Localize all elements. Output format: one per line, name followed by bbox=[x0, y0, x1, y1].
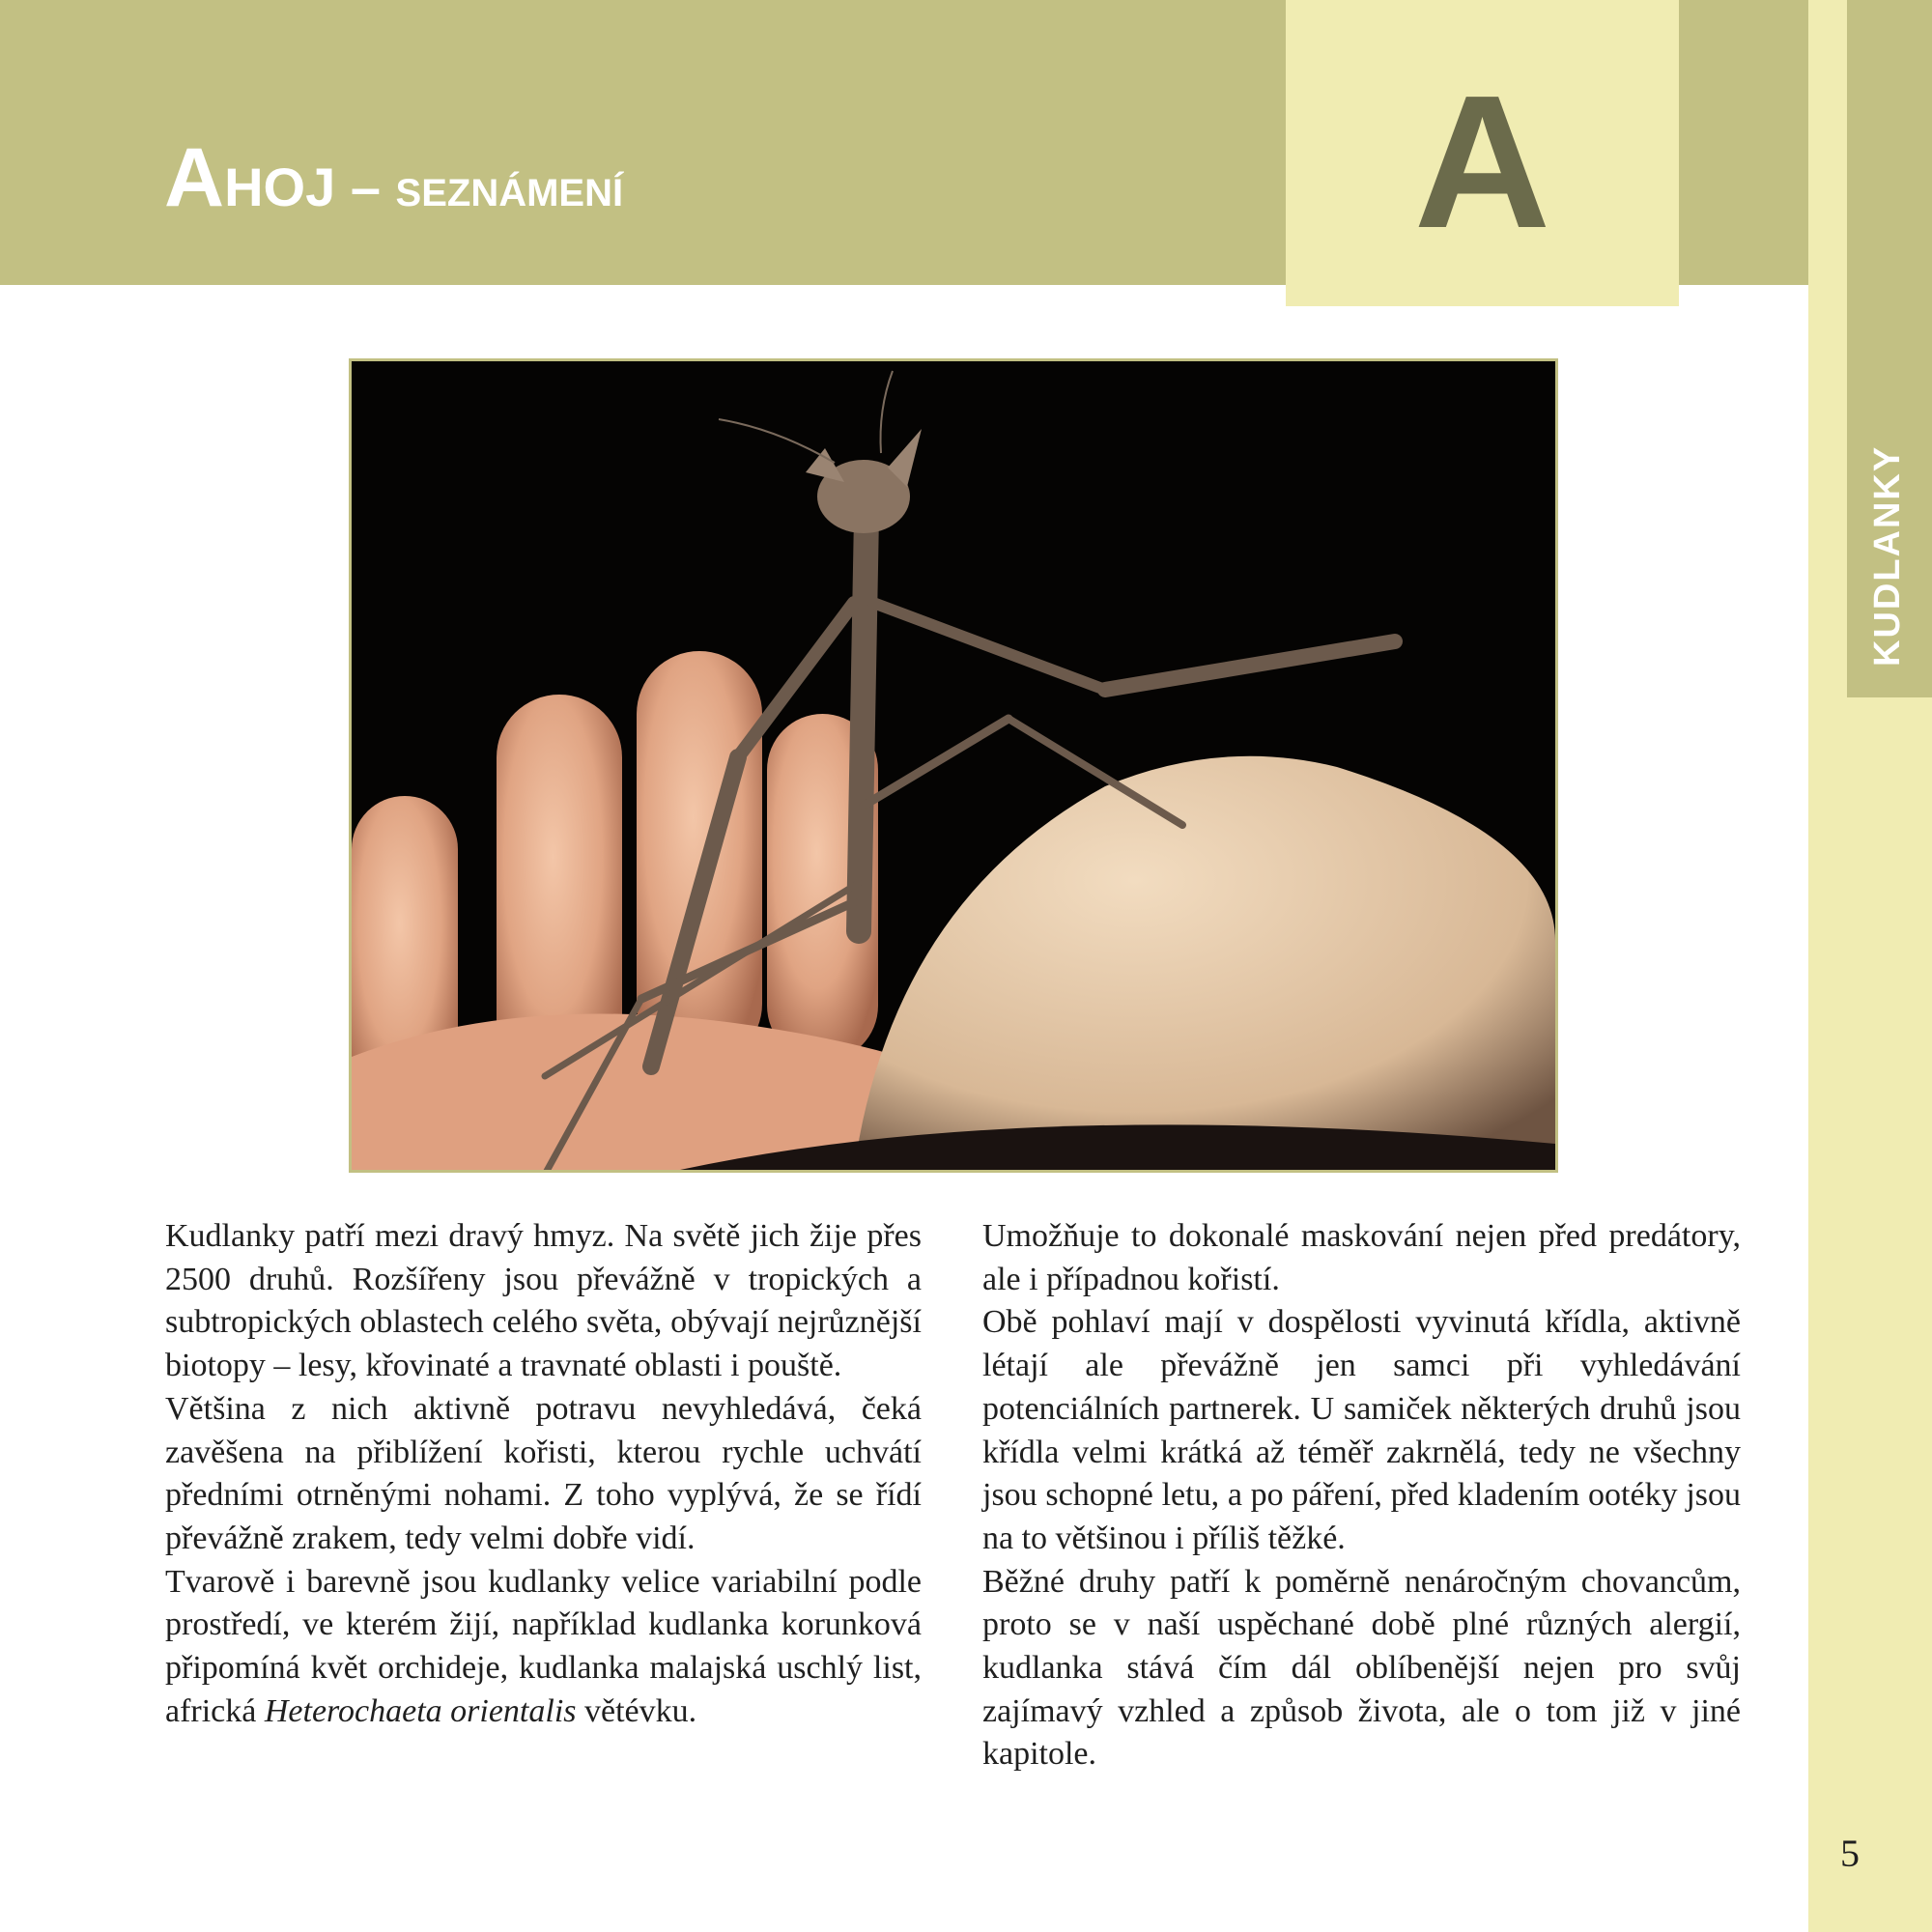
page-number: 5 bbox=[1840, 1832, 1860, 1875]
paragraph-text: větévku. bbox=[576, 1692, 697, 1729]
paragraph: Obě pohlaví mají v dospělosti vyvinutá křídla, aktivně létají ale převážně jen samci při vyhledávání potenciálních partnerek. U samiček některých druhů jsou křídla velmi krátká až téměř zakrnělá, tedy ne všechny jsou schopné letu, a po páření, před kladením ootéky jsou na to většinou i příliš těžké. bbox=[982, 1304, 1741, 1556]
body-column-right bbox=[982, 1215, 1741, 1776]
side-tab-label: KUDLANKY bbox=[1867, 444, 1908, 667]
page-title bbox=[164, 130, 623, 226]
chapter-letter-box bbox=[1286, 0, 1679, 306]
mantis-photo bbox=[349, 358, 1558, 1173]
paragraph: Kudlanky patří mezi dravý hmyz. Na světě jich žije přes 2500 druhů. Rozšířeny jsou převážně v tropických a subtropických oblastech celého světa, obývají nejrůznější biotopy – lesy, křovinaté a travnaté oblasti i pouště. bbox=[165, 1218, 922, 1384]
paragraph-text: Tvarově i barevně jsou kudlanky velice variabilní podle prostředí, ve kterém žijí, například kudlanka korunková připomíná květ orchideje, kudlanka malajská uschlý list, africká bbox=[165, 1563, 922, 1729]
title-dash: – bbox=[335, 156, 396, 217]
chapter-letter: A bbox=[1413, 56, 1551, 268]
species-name: Heterochaeta orientalis bbox=[264, 1692, 577, 1729]
paragraph: Umožňuje to dokonalé maskování nejen před predátory, ale i případnou kořistí. bbox=[982, 1218, 1741, 1297]
title-rest: HOJ bbox=[224, 156, 336, 217]
title-subtitle: SEZNÁMENÍ bbox=[395, 172, 624, 214]
paragraph bbox=[165, 1561, 922, 1734]
paragraph: Běžné druhy patří k poměrně nenáročným chovancům, proto se v naší uspěchané době plné různých alergií, kudlanka stává čím dál oblíbenější nejen pro svůj zajímavý vzhled a způsob života, ale o tom již v jiné kapitole. bbox=[982, 1563, 1741, 1773]
title-initial: A bbox=[164, 131, 225, 224]
body-column-left bbox=[165, 1215, 922, 1733]
mantis-on-hand-photo-icon bbox=[352, 361, 1555, 1170]
paragraph: Většina z nich aktivně potravu nevyhledává, čeká zavěšena na přiblížení kořisti, kterou rychle uchvátí předními otrněnými nohami. Z toho vyplývá, že se řídí převážně zrakem, tedy velmi dobře vidí. bbox=[165, 1390, 922, 1556]
